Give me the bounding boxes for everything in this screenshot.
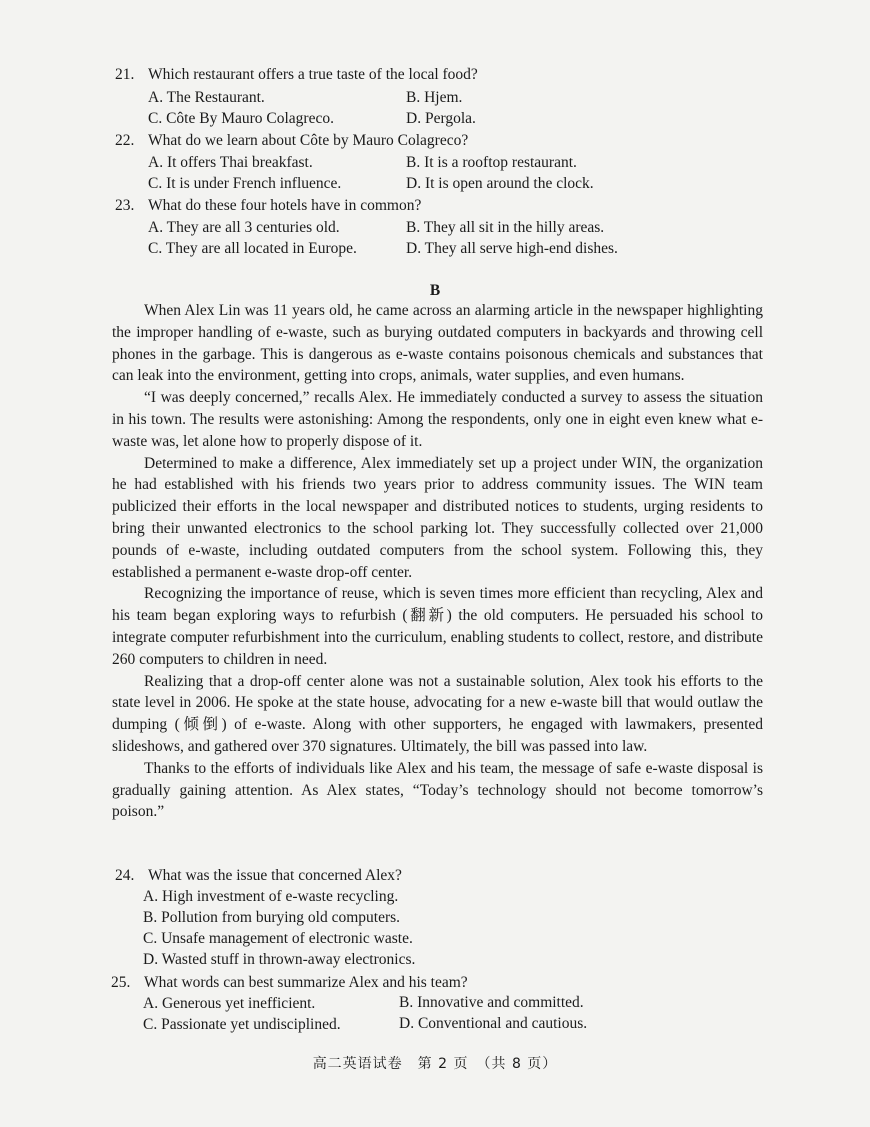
passage-paragraph: Determined to make a difference, Alex immediately set up a project under WIN, the organization he had established with his friends two years prior to address community issues. The WIN team publicized their efforts in the local newspaper and distributed notices to students, urging residents to bring their unwanted electronics to the school parking lot. They successfully collected over 21,000 pounds of e-waste, including outdated computers from the school system. Following this, they established a permanent e-waste drop-off center. — [112, 454, 763, 581]
question-stem: What was the issue that concerned Alex? — [148, 867, 402, 884]
passage-paragraph: Thanks to the efforts of individuals like Alex and his team, the message of safe e-waste disposal is gradually gaining attention. As Alex states, “Today’s technology should not become tomorrow’s poison.” — [112, 759, 763, 821]
question-number: 25. — [111, 974, 131, 991]
option-23-d: D. They all serve high-end dishes. — [406, 240, 618, 257]
question-number: 23. — [115, 197, 135, 214]
option-23-a: A. They are all 3 centuries old. — [148, 219, 340, 236]
question-23 — [115, 195, 421, 216]
option-24-b: B. Pollution from burying old computers. — [143, 909, 401, 926]
option-22-b: B. It is a rooftop restaurant. — [406, 154, 577, 171]
question-stem: What do we learn about Côte by Mauro Colagreco? — [148, 132, 469, 149]
option-21-c: C. Côte By Mauro Colagreco. — [148, 110, 334, 127]
page-footer: 高二英语试卷 第 2 页 （共 8 页） — [312, 1056, 558, 1072]
passage-paragraph: Recognizing the importance of reuse, which is seven times more efficient than recycling, Alex and his team began exploring ways to refurbish (翻新) the old computers. He persuaded his school to integrate computer refurbishment into the curriculum, enabling students to collect, restore, and distribute 260 computers to children in need. — [112, 585, 763, 668]
option-25-d: D. Conventional and cautious. — [399, 1015, 588, 1032]
question-stem: What words can best summarize Alex and his team? — [144, 974, 468, 991]
option-24-d: D. Wasted stuff in thrown-away electronics. — [143, 951, 416, 968]
question-21 — [115, 64, 478, 85]
option-22-d: D. It is open around the clock. — [406, 175, 594, 192]
question-stem: What do these four hotels have in common? — [148, 197, 422, 214]
question-stem: Which restaurant offers a true taste of the local food? — [148, 66, 478, 83]
question-number: 21. — [115, 66, 135, 83]
question-25 — [111, 972, 468, 993]
option-21-a: A. The Restaurant. — [148, 89, 265, 106]
section-heading: B — [429, 282, 441, 299]
option-24-c: C. Unsafe management of electronic waste. — [143, 930, 413, 947]
question-number: 22. — [115, 132, 135, 149]
passage-paragraph: Realizing that a drop-off center alone was not a sustainable solution, Alex took his efforts to the state level in 2006. He spoke at the state house, advocating for a new e-waste bill that would outlaw the dumping (倾倒) of e-waste. Along with other supporters, he engaged with lawmakers, presented slideshows, and gathered over 370 signatures. Ultimately, the bill was passed into law. — [112, 672, 763, 755]
option-21-d: D. Pergola. — [406, 110, 476, 127]
question-24 — [115, 865, 402, 886]
option-22-c: C. It is under French influence. — [148, 175, 342, 192]
reading-passage — [112, 300, 763, 823]
option-25-c: C. Passionate yet undisciplined. — [143, 1016, 341, 1033]
passage-paragraph: “I was deeply concerned,” recalls Alex. He immediately conducted a survey to assess the situation in his town. The results were astonishing: Among the respondents, only one in eight even knew what e-waste was, let alone how to properly dispose of it. — [112, 389, 763, 450]
question-22 — [115, 130, 468, 151]
passage-paragraph: When Alex Lin was 11 years old, he came across an alarming article in the newspaper highlighting the improper handling of e-waste, such as burying outdated computers in backyards and throwing cell phones in the garbage. This is dangerous as e-waste contains poisonous chemicals and substances that can leak into the environment, getting into crops, animals, water supplies, and even humans. — [112, 302, 763, 385]
question-number: 24. — [115, 867, 135, 884]
option-21-b: B. Hjem. — [406, 89, 463, 106]
option-22-a: A. It offers Thai breakfast. — [148, 154, 313, 171]
option-23-c: C. They are all located in Europe. — [148, 240, 357, 257]
option-25-b: B. Innovative and committed. — [399, 994, 584, 1011]
option-25-a: A. Generous yet inefficient. — [143, 995, 316, 1012]
option-23-b: B. They all sit in the hilly areas. — [406, 219, 605, 236]
option-24-a: A. High investment of e-waste recycling. — [143, 888, 399, 905]
